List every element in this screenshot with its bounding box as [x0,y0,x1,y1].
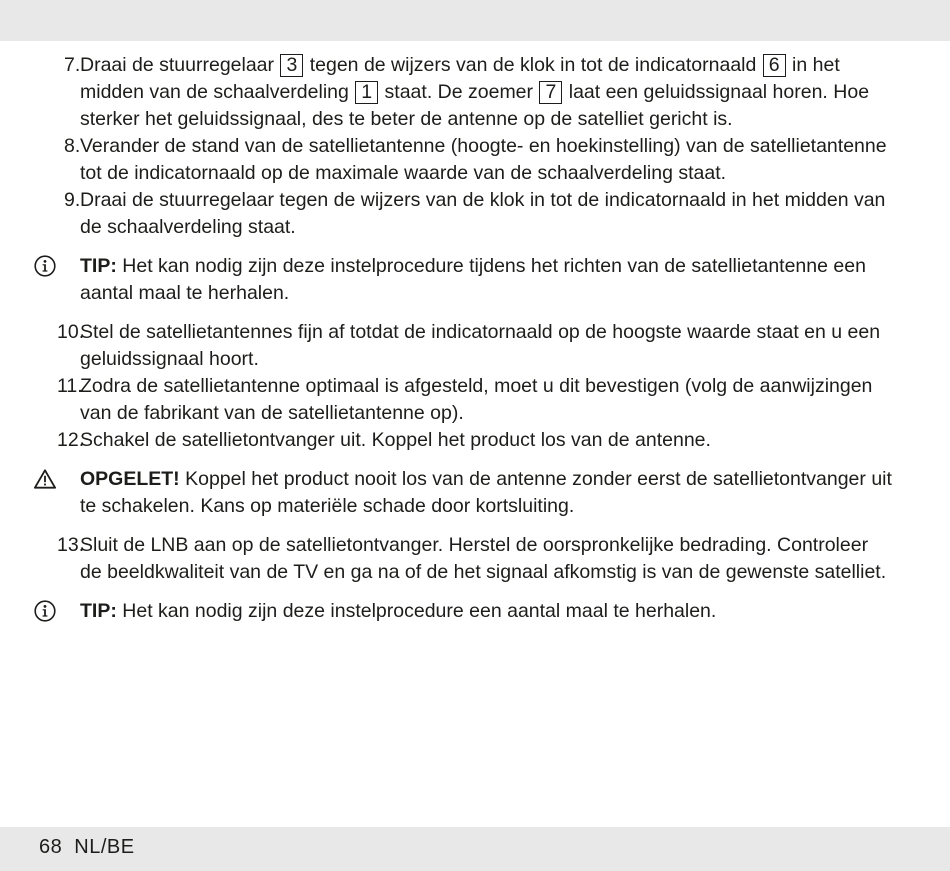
step-text: Zodra de satellietantenne optimaal is afgesteld, moet u dit bevestigen (volg de aanwijzingen van de fabrikant van de satellietantenne op). [80,375,873,424]
ref-box: 1 [355,81,378,104]
header-band [0,0,950,41]
info-icon [34,255,56,277]
step-text: Sluit de LNB aan op de satellietontvanger. Herstel de oorspronkelijke bedrading. Controleer de beeldkwaliteit van de TV en ga na of de het signaal afkomstig is van de gewenste satelliet. [80,534,887,583]
step-text: Stel de satellietantennes fijn af totdat de indicatornaald op de hoogste waarde staat en u een geluidssignaal hoort. [80,321,881,370]
step-number: 9. [64,189,81,211]
info-icon [34,600,56,622]
step-text: Schakel de satellietontvanger uit. Koppel het product los van de antenne. [80,429,711,451]
step-text: Draai de stuurregelaar 3 tegen de wijzers van de klok in tot de indicatornaald 6 in het midden van de schaalverdeling 1 staat. De zoemer 7 laat een geluidssignaal horen. Hoe sterker het geluidssignaal, des te beter de antenne op de satelliet gericht is. [80,54,870,130]
step-number: 10. [57,321,85,343]
ref-box: 7 [539,81,562,104]
footer-band [0,827,950,871]
warning-label: OPGELET! [80,468,180,490]
page-footer [39,836,135,859]
step-number: 7. [64,54,81,76]
warning-note [64,466,894,520]
step-text: Verander de stand van de satellietantenne (hoogte- en hoekinstelling) van de satellietantenne tot de indicatornaald op de maximale waarde van de schaalverdeling staat. [80,135,887,184]
warning-text: Koppel het product nooit los van de antenne zonder eerst de satellietontvanger uit te schakelen. Kans op materiële schade door kortsluiting. [80,468,892,517]
warning-triangle-icon [34,468,56,490]
step-8 [64,133,894,187]
manual-content [57,52,894,637]
step-11 [57,373,894,427]
tip-label: TIP: [80,600,117,622]
step-13 [57,532,894,586]
step-12 [57,427,894,454]
language-code: NL/BE [74,836,135,858]
tip-label: TIP: [80,255,117,277]
tip-text: Het kan nodig zijn deze instelprocedure tijdens het richten van de satellietantenne een aantal maal te herhalen. [80,255,866,304]
tip-note [64,598,894,625]
step-number: 8. [64,135,81,157]
step-number: 12. [57,429,85,451]
step-text: Draai de stuurregelaar tegen de wijzers van de klok in tot de indicatornaald in het midden van de schaalverdeling staat. [80,189,886,238]
step-number: 13. [57,534,85,556]
page-number: 68 [39,836,63,858]
step-7 [64,52,894,133]
step-10 [57,319,894,373]
ref-box: 3 [280,54,303,77]
step-number: 11. [57,375,83,397]
tip-text: Het kan nodig zijn deze instelprocedure een aantal maal te herhalen. [122,600,717,622]
step-9 [64,187,894,241]
ref-box: 6 [763,54,786,77]
tip-note [64,253,894,307]
